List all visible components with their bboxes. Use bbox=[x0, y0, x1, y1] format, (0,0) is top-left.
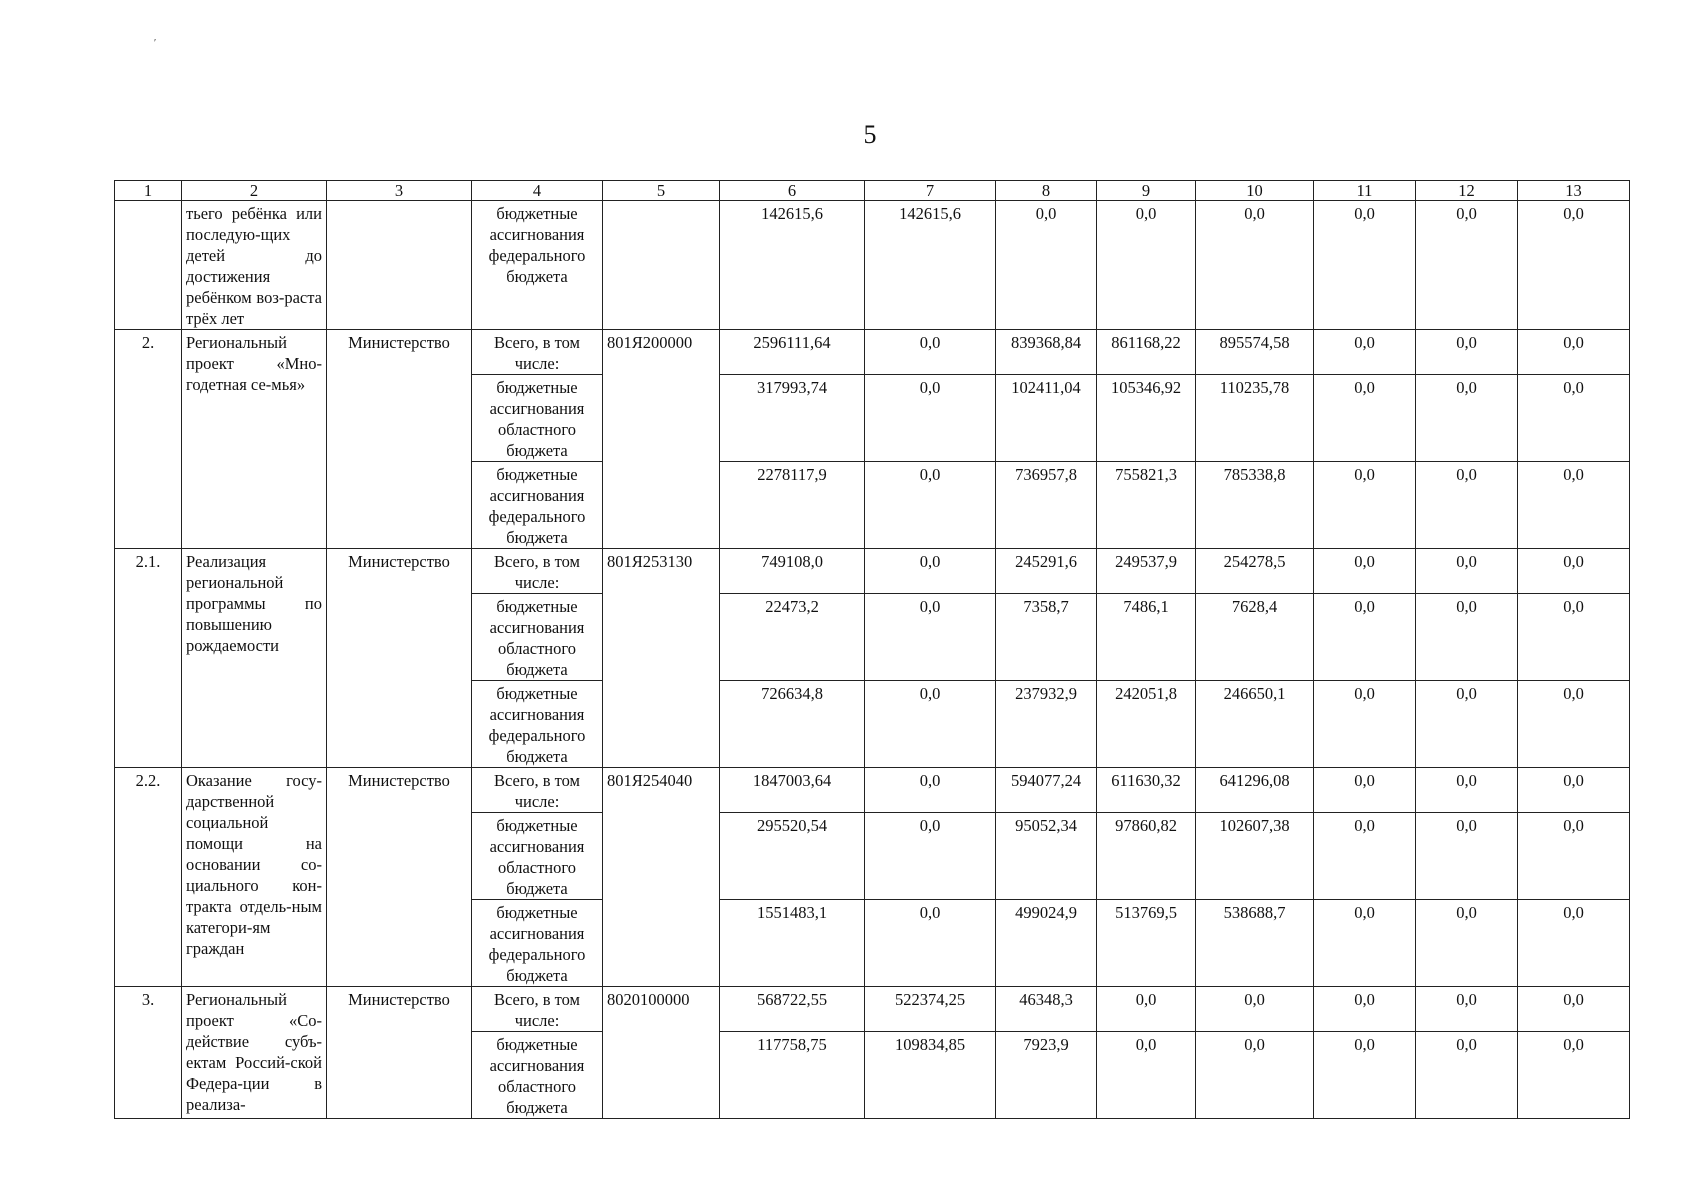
budget-code: 801Я200000 bbox=[603, 330, 720, 549]
amount-cell: 0,0 bbox=[1196, 987, 1314, 1032]
amount-cell: 0,0 bbox=[1097, 1032, 1196, 1119]
column-number-row bbox=[115, 181, 1630, 201]
amount-cell: 7358,7 bbox=[996, 594, 1097, 681]
amount-cell: 237932,9 bbox=[996, 681, 1097, 768]
item-name: Реализация региональной программы по повышению рождаемости bbox=[182, 549, 327, 768]
amount-cell: 755821,3 bbox=[1097, 462, 1196, 549]
column-header: 8 bbox=[996, 181, 1097, 201]
item-number: 3. bbox=[115, 987, 182, 1119]
amount-cell: 0,0 bbox=[1314, 375, 1416, 462]
amount-cell: 0,0 bbox=[865, 330, 996, 375]
amount-cell: 0,0 bbox=[865, 462, 996, 549]
amount-cell: 0,0 bbox=[865, 681, 996, 768]
amount-cell: 839368,84 bbox=[996, 330, 1097, 375]
amount-cell: 0,0 bbox=[1416, 594, 1518, 681]
budget-code: 801Я254040 bbox=[603, 768, 720, 987]
amount-cell: 7923,9 bbox=[996, 1032, 1097, 1119]
column-header: 6 bbox=[720, 181, 865, 201]
amount-cell: 245291,6 bbox=[996, 549, 1097, 594]
funding-source: бюджетные ассигнования федерального бюджета bbox=[472, 201, 603, 330]
amount-cell: 102607,38 bbox=[1196, 813, 1314, 900]
amount-cell: 0,0 bbox=[1518, 201, 1630, 330]
amount-cell: 0,0 bbox=[1314, 462, 1416, 549]
table-row bbox=[115, 987, 1630, 1032]
amount-cell: 0,0 bbox=[1097, 987, 1196, 1032]
budget-table bbox=[114, 180, 1630, 1119]
column-header: 9 bbox=[1097, 181, 1196, 201]
amount-cell: 0,0 bbox=[865, 900, 996, 987]
budget-code bbox=[603, 201, 720, 330]
column-header: 10 bbox=[1196, 181, 1314, 201]
column-header: 13 bbox=[1518, 181, 1630, 201]
item-number: 2.2. bbox=[115, 768, 182, 987]
amount-cell: 749108,0 bbox=[720, 549, 865, 594]
amount-cell: 499024,9 bbox=[996, 900, 1097, 987]
funding-source: бюджетные ассигнования федерального бюджета bbox=[472, 462, 603, 549]
funding-source: бюджетные ассигнования федерального бюджета bbox=[472, 900, 603, 987]
funding-source: бюджетные ассигнования областного бюджета bbox=[472, 594, 603, 681]
amount-cell: 0,0 bbox=[1416, 549, 1518, 594]
amount-cell: 0,0 bbox=[1416, 201, 1518, 330]
responsible-executor: Министерство bbox=[327, 330, 472, 549]
amount-cell: 568722,55 bbox=[720, 987, 865, 1032]
amount-cell: 142615,6 bbox=[865, 201, 996, 330]
funding-source: Всего, в том числе: bbox=[472, 987, 603, 1032]
amount-cell: 0,0 bbox=[1416, 681, 1518, 768]
column-header: 12 bbox=[1416, 181, 1518, 201]
column-header: 7 bbox=[865, 181, 996, 201]
amount-cell: 110235,78 bbox=[1196, 375, 1314, 462]
item-name: Оказание госу-дарственной социальной помощи на основании со-циального кон-тракта отдель-ным категори-ям граждан bbox=[182, 768, 327, 987]
amount-cell: 0,0 bbox=[1314, 594, 1416, 681]
amount-cell: 246650,1 bbox=[1196, 681, 1314, 768]
funding-source: Всего, в том числе: bbox=[472, 768, 603, 813]
responsible-executor bbox=[327, 201, 472, 330]
amount-cell: 1551483,1 bbox=[720, 900, 865, 987]
amount-cell: 0,0 bbox=[1314, 330, 1416, 375]
amount-cell: 538688,7 bbox=[1196, 900, 1314, 987]
column-header: 5 bbox=[603, 181, 720, 201]
amount-cell: 0,0 bbox=[1196, 1032, 1314, 1119]
amount-cell: 0,0 bbox=[1416, 330, 1518, 375]
amount-cell: 0,0 bbox=[1518, 900, 1630, 987]
budget-code: 8020100000 bbox=[603, 987, 720, 1119]
amount-cell: 0,0 bbox=[996, 201, 1097, 330]
amount-cell: 0,0 bbox=[1518, 768, 1630, 813]
amount-cell: 0,0 bbox=[1518, 987, 1630, 1032]
amount-cell: 0,0 bbox=[1196, 201, 1314, 330]
page-number: 5 bbox=[863, 120, 877, 149]
amount-cell: 0,0 bbox=[1416, 462, 1518, 549]
funding-source: бюджетные ассигнования федерального бюджета bbox=[472, 681, 603, 768]
item-number bbox=[115, 201, 182, 330]
column-header: 4 bbox=[472, 181, 603, 201]
amount-cell: 0,0 bbox=[1314, 768, 1416, 813]
column-header: 1 bbox=[115, 181, 182, 201]
amount-cell: 0,0 bbox=[865, 549, 996, 594]
amount-cell: 736957,8 bbox=[996, 462, 1097, 549]
amount-cell: 0,0 bbox=[1314, 549, 1416, 594]
amount-cell: 102411,04 bbox=[996, 375, 1097, 462]
amount-cell: 109834,85 bbox=[865, 1032, 996, 1119]
amount-cell: 0,0 bbox=[1314, 1032, 1416, 1119]
amount-cell: 0,0 bbox=[1518, 813, 1630, 900]
amount-cell: 0,0 bbox=[1097, 201, 1196, 330]
table-body bbox=[115, 201, 1630, 1119]
amount-cell: 0,0 bbox=[1416, 768, 1518, 813]
amount-cell: 726634,8 bbox=[720, 681, 865, 768]
column-header: 3 bbox=[327, 181, 472, 201]
amount-cell: 0,0 bbox=[1518, 594, 1630, 681]
amount-cell: 0,0 bbox=[1314, 681, 1416, 768]
amount-cell: 95052,34 bbox=[996, 813, 1097, 900]
amount-cell: 254278,5 bbox=[1196, 549, 1314, 594]
amount-cell: 0,0 bbox=[865, 768, 996, 813]
item-number: 2.1. bbox=[115, 549, 182, 768]
amount-cell: 0,0 bbox=[1416, 987, 1518, 1032]
column-header: 11 bbox=[1314, 181, 1416, 201]
amount-cell: 0,0 bbox=[1314, 201, 1416, 330]
amount-cell: 522374,25 bbox=[865, 987, 996, 1032]
funding-source: Всего, в том числе: bbox=[472, 330, 603, 375]
column-header: 2 bbox=[182, 181, 327, 201]
amount-cell: 0,0 bbox=[1416, 1032, 1518, 1119]
amount-cell: 1847003,64 bbox=[720, 768, 865, 813]
funding-source: бюджетные ассигнования областного бюджета bbox=[472, 375, 603, 462]
amount-cell: 0,0 bbox=[865, 594, 996, 681]
item-name: Региональный проект «Мно-годетная се-мья» bbox=[182, 330, 327, 549]
amount-cell: 295520,54 bbox=[720, 813, 865, 900]
amount-cell: 0,0 bbox=[1518, 462, 1630, 549]
item-name: Региональный проект «Со-действие субъ-ектам Россий-ской Федера-ции в реализа- bbox=[182, 987, 327, 1119]
funding-source: бюджетные ассигнования областного бюджета bbox=[472, 813, 603, 900]
amount-cell: 2596111,64 bbox=[720, 330, 865, 375]
table-row bbox=[115, 549, 1630, 594]
amount-cell: 0,0 bbox=[1416, 900, 1518, 987]
amount-cell: 594077,24 bbox=[996, 768, 1097, 813]
scan-mark: ′ bbox=[154, 38, 157, 49]
table-row bbox=[115, 201, 1630, 330]
budget-code: 801Я253130 bbox=[603, 549, 720, 768]
amount-cell: 611630,32 bbox=[1097, 768, 1196, 813]
amount-cell: 142615,6 bbox=[720, 201, 865, 330]
amount-cell: 7486,1 bbox=[1097, 594, 1196, 681]
amount-cell: 105346,92 bbox=[1097, 375, 1196, 462]
amount-cell: 249537,9 bbox=[1097, 549, 1196, 594]
amount-cell: 0,0 bbox=[1416, 375, 1518, 462]
amount-cell: 861168,22 bbox=[1097, 330, 1196, 375]
responsible-executor: Министерство bbox=[327, 549, 472, 768]
amount-cell: 0,0 bbox=[1314, 813, 1416, 900]
amount-cell: 2278117,9 bbox=[720, 462, 865, 549]
amount-cell: 785338,8 bbox=[1196, 462, 1314, 549]
amount-cell: 242051,8 bbox=[1097, 681, 1196, 768]
item-number: 2. bbox=[115, 330, 182, 549]
amount-cell: 317993,74 bbox=[720, 375, 865, 462]
table-row bbox=[115, 330, 1630, 375]
responsible-executor: Министерство bbox=[327, 987, 472, 1119]
funding-source: Всего, в том числе: bbox=[472, 549, 603, 594]
amount-cell: 7628,4 bbox=[1196, 594, 1314, 681]
amount-cell: 0,0 bbox=[1518, 330, 1630, 375]
table-row bbox=[115, 768, 1630, 813]
amount-cell: 46348,3 bbox=[996, 987, 1097, 1032]
amount-cell: 0,0 bbox=[1518, 1032, 1630, 1119]
amount-cell: 22473,2 bbox=[720, 594, 865, 681]
amount-cell: 117758,75 bbox=[720, 1032, 865, 1119]
funding-source: бюджетные ассигнования областного бюджета bbox=[472, 1032, 603, 1119]
amount-cell: 0,0 bbox=[1314, 987, 1416, 1032]
amount-cell: 641296,08 bbox=[1196, 768, 1314, 813]
amount-cell: 513769,5 bbox=[1097, 900, 1196, 987]
amount-cell: 895574,58 bbox=[1196, 330, 1314, 375]
amount-cell: 0,0 bbox=[1518, 681, 1630, 768]
amount-cell: 0,0 bbox=[1314, 900, 1416, 987]
responsible-executor: Министерство bbox=[327, 768, 472, 987]
amount-cell: 0,0 bbox=[865, 813, 996, 900]
amount-cell: 0,0 bbox=[865, 375, 996, 462]
amount-cell: 0,0 bbox=[1416, 813, 1518, 900]
amount-cell: 0,0 bbox=[1518, 375, 1630, 462]
amount-cell: 97860,82 bbox=[1097, 813, 1196, 900]
item-name: тьего ребёнка или последую-щих детей до достижения ребёнком воз-раста трёх лет bbox=[182, 201, 327, 330]
amount-cell: 0,0 bbox=[1518, 549, 1630, 594]
